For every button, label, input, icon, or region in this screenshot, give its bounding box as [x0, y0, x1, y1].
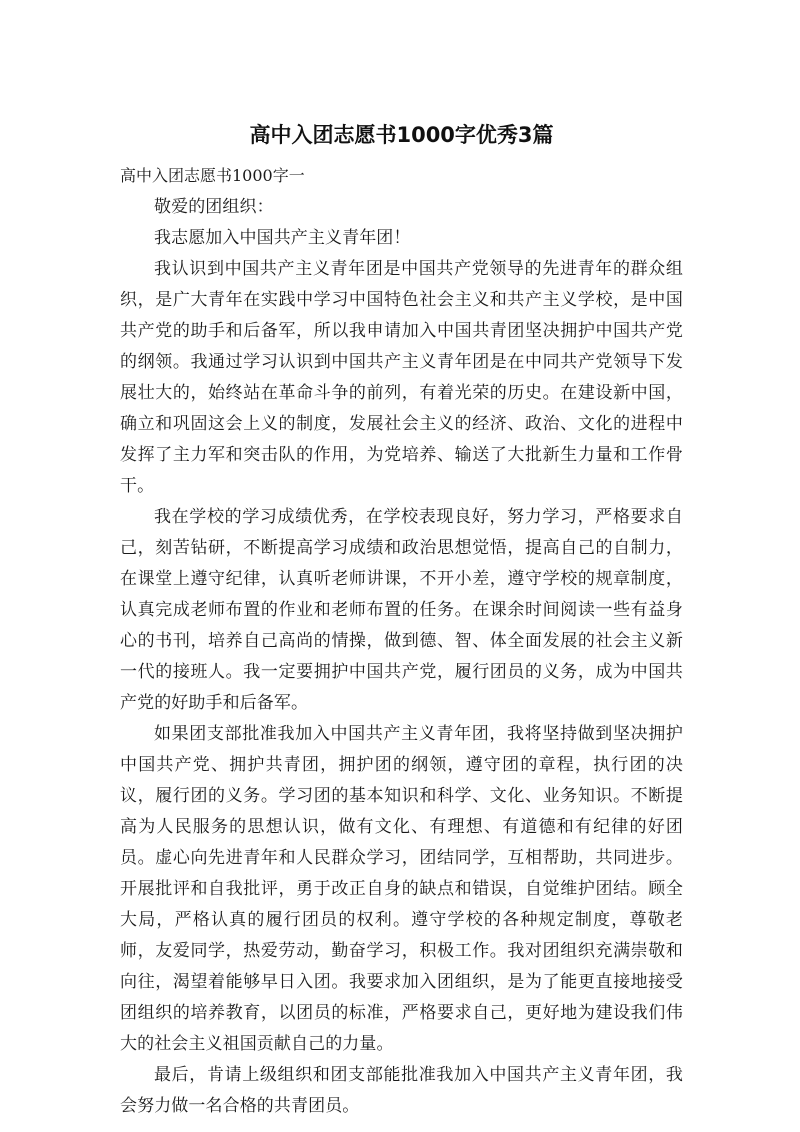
body-paragraph: 如果团支部批准我加入中国共产主义青年团，我将坚持做到坚决拥护中国共产党、拥护共青团，拥护团的纲领，遵守团的章程，执行团的决议，履行团的义务。学习团的基本知识和科学、文化、业务知识。不断提高为人民服务的思想认识，做有文化、有理想、有道德和有纪律的好团员。虚心向先进青年和人民群众学习，团结同学，互相帮助，共同进步。开展批评和自我批评，勇于改正自身的缺点和错误，自觉维护团结。顾全大局，严格认真的履行团员的权利。遵守学校的各种规定制度，尊敬老师，友爱同学，热爱劳动，勤奋学习，积极工作。我对团组织充满崇敬和向往，渴望着能够早日入团。我要求加入团组织，是为了能更直接地接受团组织的培养教育，以团员的标准，严格要求自己，更好地为建设我们伟大的社会主义祖国贡献自己的力量。 — [120, 724, 683, 1054]
salutation: 敬爱的团组织： — [154, 197, 274, 217]
document-subtitle: 高中入团志愿书1000字一 — [120, 166, 305, 185]
closing-paragraph: 最后，肯请上级组织和团支部能批准我加入中国共产主义青年团，我会努力做一名合格的共青团员。 — [120, 1065, 683, 1116]
body-paragraph: 我认识到中国共产主义青年团是中国共产党领导的先进青年的群众组织，是广大青年在实践中学习中国特色社会主义和共产主义学校，是中国共产党的助手和后备军，所以我申请加入中国共青团坚决拥护中国共产党的纲领。我通过学习认识到中国共产主义青年团是在中同共产党领导下发展壮大的，始终站在革命斗争的前列，有着光荣的历史。在建设新中国，确立和巩固这会上义的制度，发展社会主义的经济、政治、文化的进程中发挥了主力军和突击队的作用，为党培养、输送了大批新生力量和工作骨干。 — [120, 259, 683, 496]
body-paragraph: 我志愿加入中国共产主义青年团！ — [154, 228, 411, 248]
document-body — [120, 192, 683, 1122]
document-title: 高中入团志愿书1000字优秀3篇 — [249, 123, 554, 147]
body-paragraph: 我在学校的学习成绩优秀，在学校表现良好，努力学习，严格要求自己，刻苦钻研，不断提高学习成绩和政治思想觉悟，提高自己的自制力，在课堂上遵守纪律，认真听老师讲课，不开小差，遵守学校的规章制度，认真完成老师布置的作业和老师布置的任务。在课余时间阅读一些有益身心的书刊，培养自己高尚的情操，做到德、智、体全面发展的社会主义新一代的接班人。我一定要拥护中国共产党，履行团员的义务，成为中国共产党的好助手和后备军。 — [120, 507, 683, 713]
